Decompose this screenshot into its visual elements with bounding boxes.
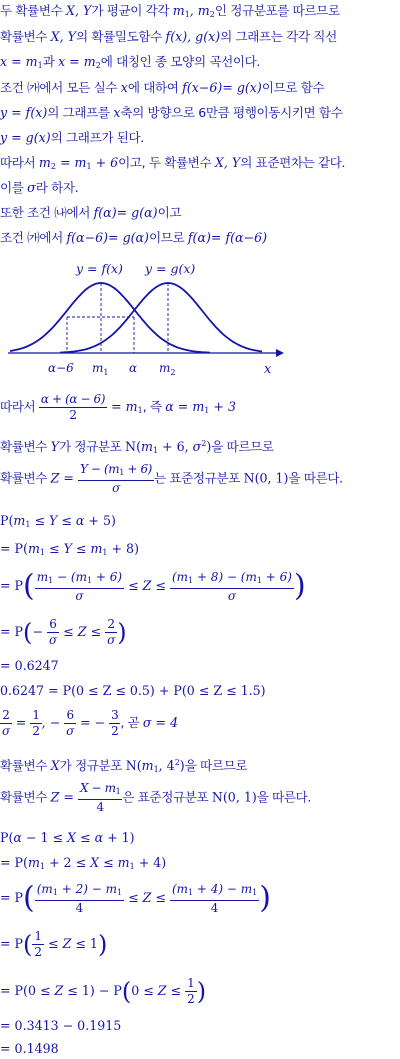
line-6 (0, 130, 144, 146)
text: 확률변수 (0, 439, 51, 454)
text: 인 정규분포를 따르므로 (214, 3, 340, 18)
fraction: $\frac{X - m_1}{4}$ (79, 781, 121, 814)
line-21 (0, 755, 247, 778)
text: 가 평균이 각각 (91, 3, 173, 18)
text: 확률변수 (0, 29, 51, 44)
text: 을 따르므로 (211, 439, 274, 454)
math: $\alpha = m_1 + 3$ (165, 399, 236, 415)
math: $N(m_1 + 6$, $\sigma^2$) (125, 439, 212, 455)
text: 의 그래프를 (47, 105, 114, 120)
line-15: = $P(m_1 \le Y \le m_1 + 8)$ (0, 541, 139, 557)
line-19 (0, 683, 266, 699)
tick-alpha: α (129, 361, 138, 375)
axis-x-label: x (264, 362, 272, 377)
line-20: $\frac{2}{\sigma}$ = $\frac{1}{2}$ , − $\frac{6}{\sigma}$ = − $\frac{3}{2}$ , 곧 σ = 4 (2, 708, 179, 738)
text: 축의 방향으로 6만큼 평행이동시키면 함수 (120, 105, 343, 120)
text: 이고, 두 확률변수 (118, 155, 215, 170)
math: f(α−6)= g(α) (66, 230, 149, 245)
text: 조건 ㈎에서 (0, 230, 67, 245)
text: 에 대하여 (127, 80, 183, 95)
text: 따라서 (0, 399, 39, 414)
line-24: = $P(m_1 + 2 \le X \le m_1 + 4)$ (0, 855, 167, 871)
normal-curves-graph (0, 255, 400, 383)
math: Z = (50, 789, 78, 805)
math: X, Y (50, 29, 76, 44)
line-4 (0, 80, 324, 96)
math: $x = m_1$ (0, 54, 43, 70)
line-7 (0, 155, 345, 175)
equation: 0.6247 = P(0 ≤ Z ≤ 0.5) + P(0 ≤ Z ≤ 1.5) (0, 683, 266, 698)
value: = 0.1498 (0, 1041, 59, 1056)
text: 의 그래프가 된다. (50, 130, 144, 145)
line-23: P(α − 1 ≤ X ≤ α + 1) (0, 830, 135, 845)
math: σ (27, 180, 36, 195)
line-25: = P( $\frac{(m_1 + 2) - m_1}{4}$ ≤ Z ≤ $\frac{(m_1 + 4) - m_1}{4}$ ) (0, 880, 271, 916)
math: X (50, 758, 60, 773)
line-22 (0, 781, 311, 815)
text: 확률변수 (0, 789, 51, 805)
math: f(x−6)= g(x) (182, 80, 262, 95)
math: X, Y (66, 3, 92, 18)
text: 가 정규분포 (59, 439, 126, 454)
tick-m2: $m_2$ (159, 361, 176, 377)
text: 의 표준편차는 같다. (240, 155, 346, 170)
math: x (120, 80, 128, 95)
text: 라 하자. (35, 180, 79, 195)
line-26: = P( $\frac{1}{2}$ ≤ Z ≤ 1) (0, 929, 108, 959)
text: 을 따른다. (256, 789, 312, 805)
value: 0.6247 (14, 658, 59, 673)
math: f(α)= f(α−6) (187, 230, 267, 245)
text: 또한 조건 ㈏에서 (0, 205, 94, 220)
math: $x = m_2$ (58, 54, 101, 70)
line-10 (0, 230, 267, 246)
fraction: $\frac{Y - (m_1 + 6)}{\sigma}$ (79, 462, 152, 495)
math: Y (50, 439, 59, 454)
math: y = g(x) (0, 130, 51, 145)
text: 두 확률변수 (0, 3, 67, 18)
line-9 (0, 205, 181, 221)
text: 과 (42, 54, 59, 69)
text: 조건 ㈎에서 모든 실수 (0, 80, 121, 95)
text: 는 표준정규분포 (153, 470, 244, 486)
text: 이고 (157, 205, 182, 220)
line-12 (0, 436, 274, 459)
text: 확률변수 (0, 470, 51, 486)
line-3 (0, 54, 260, 74)
text: 이므로 함수 (261, 80, 325, 95)
text: 을 따르므로 (184, 758, 248, 773)
math: N(0, 1) (243, 470, 289, 486)
label-f: y = f(x) (76, 261, 123, 276)
math: X, Y (214, 155, 241, 170)
line-18: = 0.6247 (0, 658, 59, 673)
fraction: $\frac{\alpha + (\alpha - 6)}{2}$ (40, 392, 106, 422)
math: x (113, 105, 121, 120)
line-16: = P( $\frac{m_1 - (m_1 + 6)}{\sigma}$ ≤ Z ≤ $\frac{(m_1 + 8) - (m_1 + 6)}{\sigma}$ ) (0, 568, 306, 604)
line-8 (0, 180, 78, 196)
label-g: y = g(x) (145, 261, 196, 276)
text: 이므로 (148, 230, 188, 245)
math: = $m_1$ (107, 399, 143, 415)
math: y = f(x) (0, 105, 48, 120)
text: 따라서 (0, 155, 39, 170)
math: $m_1$, $m_2$ (172, 3, 215, 19)
math: N(0, 1) (211, 789, 257, 805)
curve-g (60, 283, 262, 353)
text: , 즉 (142, 399, 166, 414)
text: 이를 (0, 180, 28, 195)
math: $m_2 = m_1 + 6$ (38, 155, 119, 171)
text: 은 표준정규분포 (122, 789, 212, 805)
axis-arrow-icon (276, 349, 284, 357)
line-14: $P(m_1 \le Y \le \alpha + 5)$ (0, 513, 116, 529)
value: = 0.3413 − 0.1915 (0, 1018, 122, 1033)
tick-m1: $m_1$ (92, 361, 109, 377)
text: 의 확률밀도함수 (75, 29, 166, 44)
math: σ = 4 (142, 715, 179, 730)
text: , 곧 (120, 715, 143, 730)
math: $N(m_1$, $4^2$) (125, 758, 185, 774)
line-1 (0, 3, 340, 23)
math: Z = (50, 470, 78, 486)
line-2 (0, 29, 337, 45)
text: 가 정규분포 (59, 758, 126, 773)
text: 의 그래프는 각각 직선 (220, 29, 337, 44)
line-5 (0, 105, 342, 121)
curve-f (10, 283, 210, 353)
tick-alpha-6: α−6 (48, 361, 74, 375)
math: f(x), g(x) (165, 29, 221, 44)
line-28 (0, 1018, 121, 1034)
text: 에 대칭인 종 모양의 곡선이다. (100, 54, 260, 69)
line-27: = P(0 ≤ Z ≤ 1) − P(0 ≤ Z ≤ $\frac{1}{2}$ ) (0, 976, 207, 1006)
text: 확률변수 (0, 758, 51, 773)
line-11 (0, 392, 236, 426)
line-29 (0, 1041, 59, 1057)
line-13 (0, 462, 343, 496)
math: f(α)= g(α) (93, 205, 158, 220)
text: 을 따른다. (288, 470, 343, 486)
line-17: = P(− $\frac{6}{\sigma}$ ≤ Z ≤ $\frac{2}{\sigma}$ ) (0, 617, 127, 647)
